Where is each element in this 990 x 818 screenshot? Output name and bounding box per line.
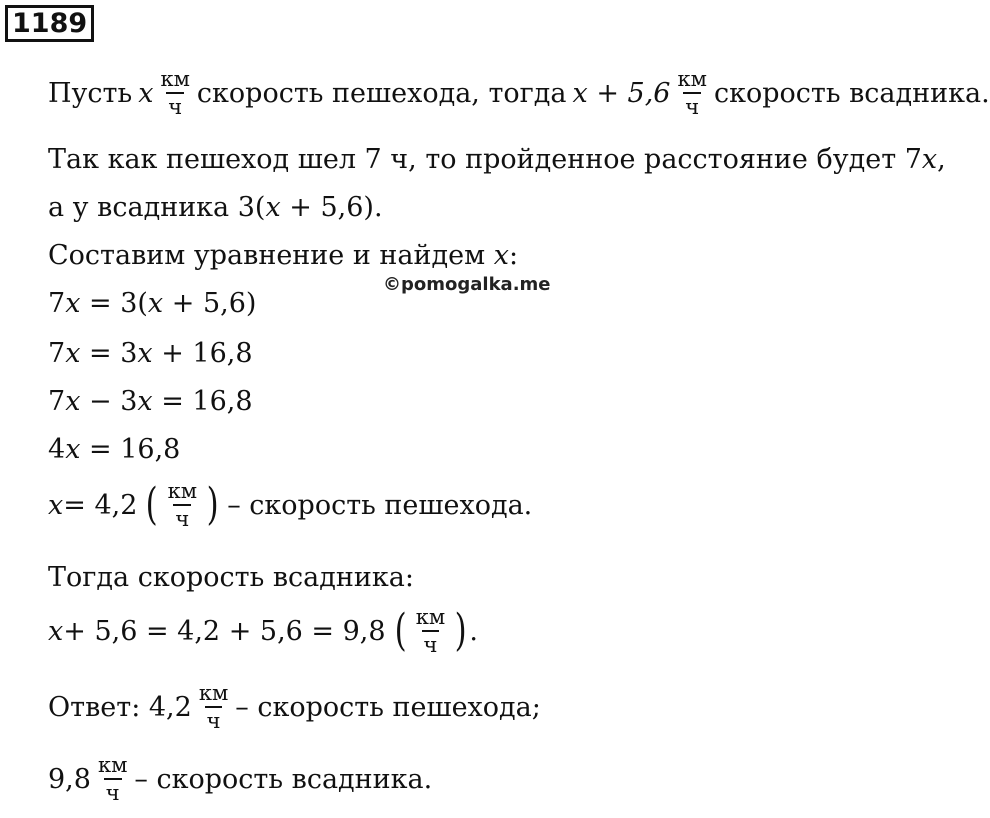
distance-line: Так как пешеход шел 7 ч, то пройденное расстояние будет 7x, [48,144,946,175]
unit-fraction: $\frac{км}{ч}$ [415,605,446,658]
watermark: ©pomogalka.me [383,274,551,295]
unit-fraction: $\frac{км}{ч}$ [167,479,198,532]
pedestrian-speed-result: x = 4,2 ( $\frac{км}{ч}$ ) – скорость пешехода. [48,479,533,532]
rider-speed-result: x + 5,6 = 4,2 + 5,6 = 9,8 ( $\frac{км}{ч}$ ) . [48,605,478,658]
problem-number: 1189 [5,5,94,42]
unit-fraction: $\frac{км}{ч}$ [677,67,707,120]
answer-line: Ответ: 4,2 $\frac{км}{ч}$ – скорость пешехода; [48,681,541,734]
equation-line: 4x = 16,8 [48,434,181,465]
then-line: Тогда скорость всадника: [48,562,414,593]
equation-line: 7x = 3(x + 5,6) [48,288,257,319]
answer-line-2: 9,8 $\frac{км}{ч}$ – скорость всадника. [48,753,433,806]
equation-line: 7x − 3x = 16,8 [48,386,253,417]
equation-line: 7x = 3x + 16,8 [48,338,253,369]
rider-distance-line: а у всадника 3(x + 5,6). [48,192,383,223]
unit-fraction: $\frac{км}{ч}$ [198,681,229,734]
unit-fraction: $\frac{км}{ч}$ [97,753,128,806]
unit-fraction: $\frac{км}{ч}$ [160,67,190,120]
intro-line: Пусть x $\frac{км}{ч}$ скорость пешехода, тогда x + 5,6 $\frac{км}{ч}$ скорость всадника. [48,67,990,120]
equation-intro: Составим уравнение и найдем x: [48,240,519,271]
